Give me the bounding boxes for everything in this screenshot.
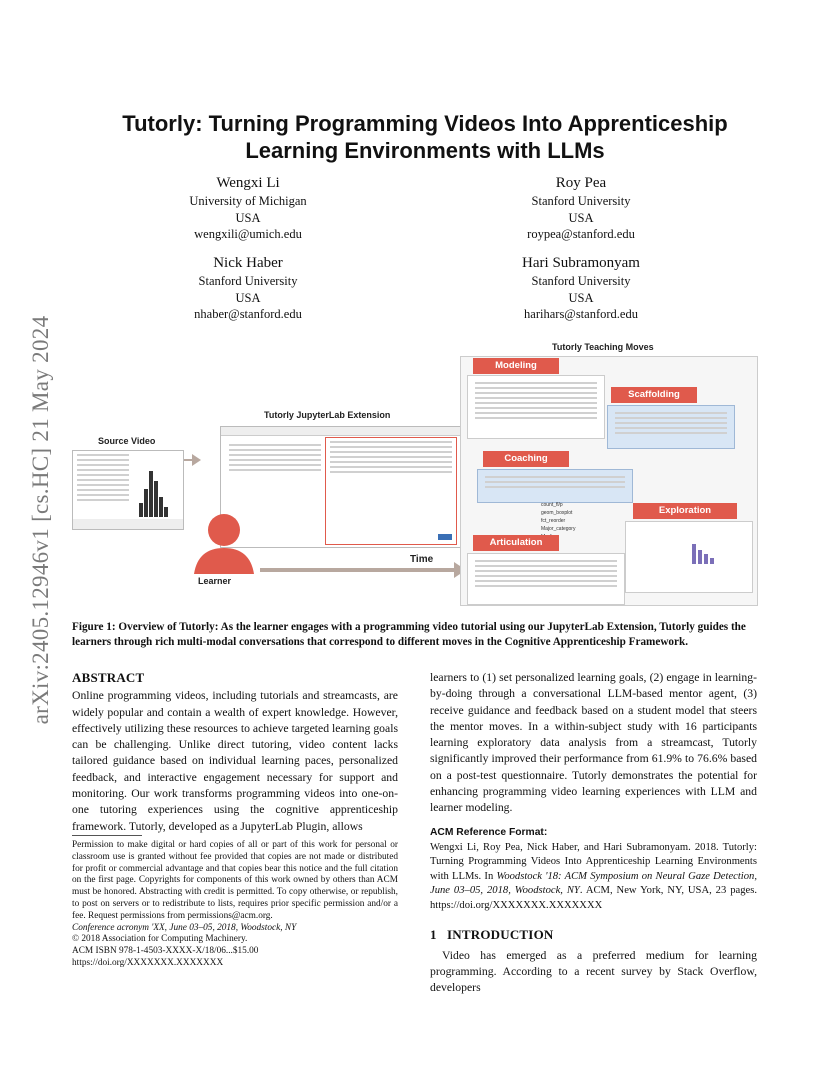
move-articulation: Articulation: [473, 535, 559, 551]
doi-line: https://doi.org/XXXXXXX.XXXXXXX: [72, 957, 224, 968]
exploration-chart-icon: [688, 538, 748, 564]
learner-icon: [190, 510, 260, 576]
abstract-text-right: learners to (1) set personalized learning goals, (2) engage in learning-by-doing through a conversational LLM-based mentor agent, (3) receive guidance and feedback based on a student model that steers the mentor moves. In a within-subject study with 16 participants learning exploratory data analysis from a streamcast, Tutorly significantly improved their performance from 61.9% to 76.6% based on a post-test questionnaire. Tutorly demonstrates the potential for enhancing programming video learning experiences with LLM and learner modeling.: [430, 671, 757, 815]
introduction-heading: 1 INTRODUCTION: [430, 927, 554, 943]
author-affiliation: Stanford University: [198, 274, 298, 288]
teaching-moves-panel: [460, 356, 758, 606]
isbn-line: ACM ISBN 978-1-4503-XXXX-X/18/06...$15.00: [72, 946, 259, 957]
abstract-right-column: [430, 670, 757, 997]
exploration-screenshot: [625, 521, 753, 593]
modeling-screenshot: [467, 375, 605, 439]
paper-title: [80, 110, 770, 164]
reference-part-1: Wengxi Li, Roy Pea, Nick Haber, and Hari Subramonyam. 2018. Tutorly: Turning Programming Videos Into Apprenticeship Learning Environments with LLMs. In: [430, 841, 757, 882]
arrow-shaft: [184, 459, 194, 461]
author-name: Hari Subramonyam: [522, 255, 640, 271]
author-affiliation: University of Michigan: [189, 194, 307, 208]
move-exploration: Exploration: [633, 503, 737, 519]
title-line-2: Learning Environments with LLMs: [245, 138, 605, 163]
abstract-left-column: [72, 670, 398, 835]
arxiv-stamp: [0, 0, 60, 1072]
teaser-figure: [70, 340, 760, 610]
author-email: wengxili@umich.edu: [194, 227, 302, 241]
author-country: USA: [568, 210, 594, 225]
coaching-bubble: [477, 469, 633, 503]
author-name: Roy Pea: [555, 175, 607, 191]
abstract-heading: ABSTRACT: [72, 670, 145, 685]
permission-text: Permission to make digital or hard copies of all or part of this work for personal or classroom use is granted without fee provided that copies are not made or distributed for profit or commercial advantage and that copies bear this notice and the full citation on the first page. Copyrights for components of this work owned by others than ACM must be honored. Abstracting with credit is permitted. To copy otherwise, or republish, to post on servers or to redistribute to lists, requires prior specific permission and/or a fee. Request permissions from permissions@acm.org.: [72, 840, 398, 921]
arxiv-stamp-text: arXiv:2405.12946v1 [cs.HC] 21 May 2024: [28, 315, 53, 725]
time-arrow-shaft: [260, 568, 455, 572]
move-scaffolding: Scaffolding: [611, 387, 697, 403]
reference-part-2: . ACM, New York, NY, USA, 23 pages. https://doi.org/XXXXXXX.XXXXXXX: [430, 885, 757, 911]
histogram-thumbnail: [135, 459, 179, 519]
author-country: USA: [235, 290, 261, 305]
author-affiliation: Stanford University: [531, 274, 631, 288]
author-affiliation: Stanford University: [531, 194, 631, 208]
code-item: count_fl/p: [541, 502, 563, 508]
footnote-rule: [72, 835, 142, 836]
reference-format-heading: ACM Reference Format:: [430, 826, 548, 838]
figure-caption: Figure 1: Overview of Tutorly: As the learner engages with a programming video tutorial using our JupyterLab Extension, Tutorly guides the learners through rich multi-modal conversations that correspond to different moves in the Cognitive Apprenticeship Framework.: [72, 621, 746, 648]
move-coaching: Coaching: [483, 451, 569, 467]
source-video-screenshot: [72, 450, 184, 530]
copyright-line: © 2018 Association for Computing Machinery.: [72, 934, 248, 945]
label-jupyter-extension: Tutorly JupyterLab Extension: [264, 410, 391, 420]
author-email: harihars@stanford.edu: [524, 307, 638, 321]
author-block-4: [451, 254, 711, 323]
conference-line: Conference acronym 'XX, June 03–05, 2018, Woodstock, NY: [72, 922, 297, 933]
author-block-3: [118, 254, 378, 323]
label-time: Time: [410, 554, 434, 565]
author-block-1: [118, 174, 378, 243]
author-name: Wengxi Li: [216, 175, 280, 191]
reference-venue: Woodstock '18: ACM Symposium on Neural Gaze Detection, June 03–05, 2018, Woodstock, NY: [430, 870, 757, 897]
label-learner: Learner: [198, 576, 232, 586]
label-source-video: Source Video: [98, 436, 156, 446]
introduction-text: Video has emerged as a preferred medium for learning programming. According to a recent survey by Stack Overflow, developers: [430, 948, 757, 995]
permission-notice: [72, 840, 398, 970]
label-teaching-moves: Tutorly Teaching Moves: [552, 342, 654, 352]
title-line-1: Tutorly: Turning Programming Videos Into Apprenticeship: [122, 111, 728, 136]
abstract-text-left: Online programming videos, including tutorials and streamcasts, are widely popular and contain a wealth of expert knowledge. However, effectively utilizing these resources to achieve targeted learning goals can be challenging. Unlike direct tutoring, video content lacks tailored guidance based on individual learning paces, personalized feedback, and interactive engagement necessary for support and monitoring. Our work transforms programming videos into one-on-one tutoring experiences using the cognitive apprenticeship framework. Tutorly, developed as a JupyterLab Plugin, allows: [72, 689, 398, 833]
scaffolding-bubble: [607, 405, 735, 449]
author-country: USA: [568, 290, 594, 305]
author-name: Nick Haber: [213, 255, 283, 271]
author-email: roypea@stanford.edu: [527, 227, 635, 241]
code-item: Major_category: [541, 526, 576, 532]
articulation-quiz: [467, 553, 625, 605]
author-country: USA: [235, 210, 261, 225]
author-email: nhaber@stanford.edu: [194, 307, 302, 321]
code-item: geom_boxplot: [541, 510, 573, 516]
move-modeling: Modeling: [473, 358, 559, 374]
code-item: fct_reorder: [541, 518, 566, 524]
author-block-2: [451, 174, 711, 243]
reference-format-text: [430, 841, 757, 914]
